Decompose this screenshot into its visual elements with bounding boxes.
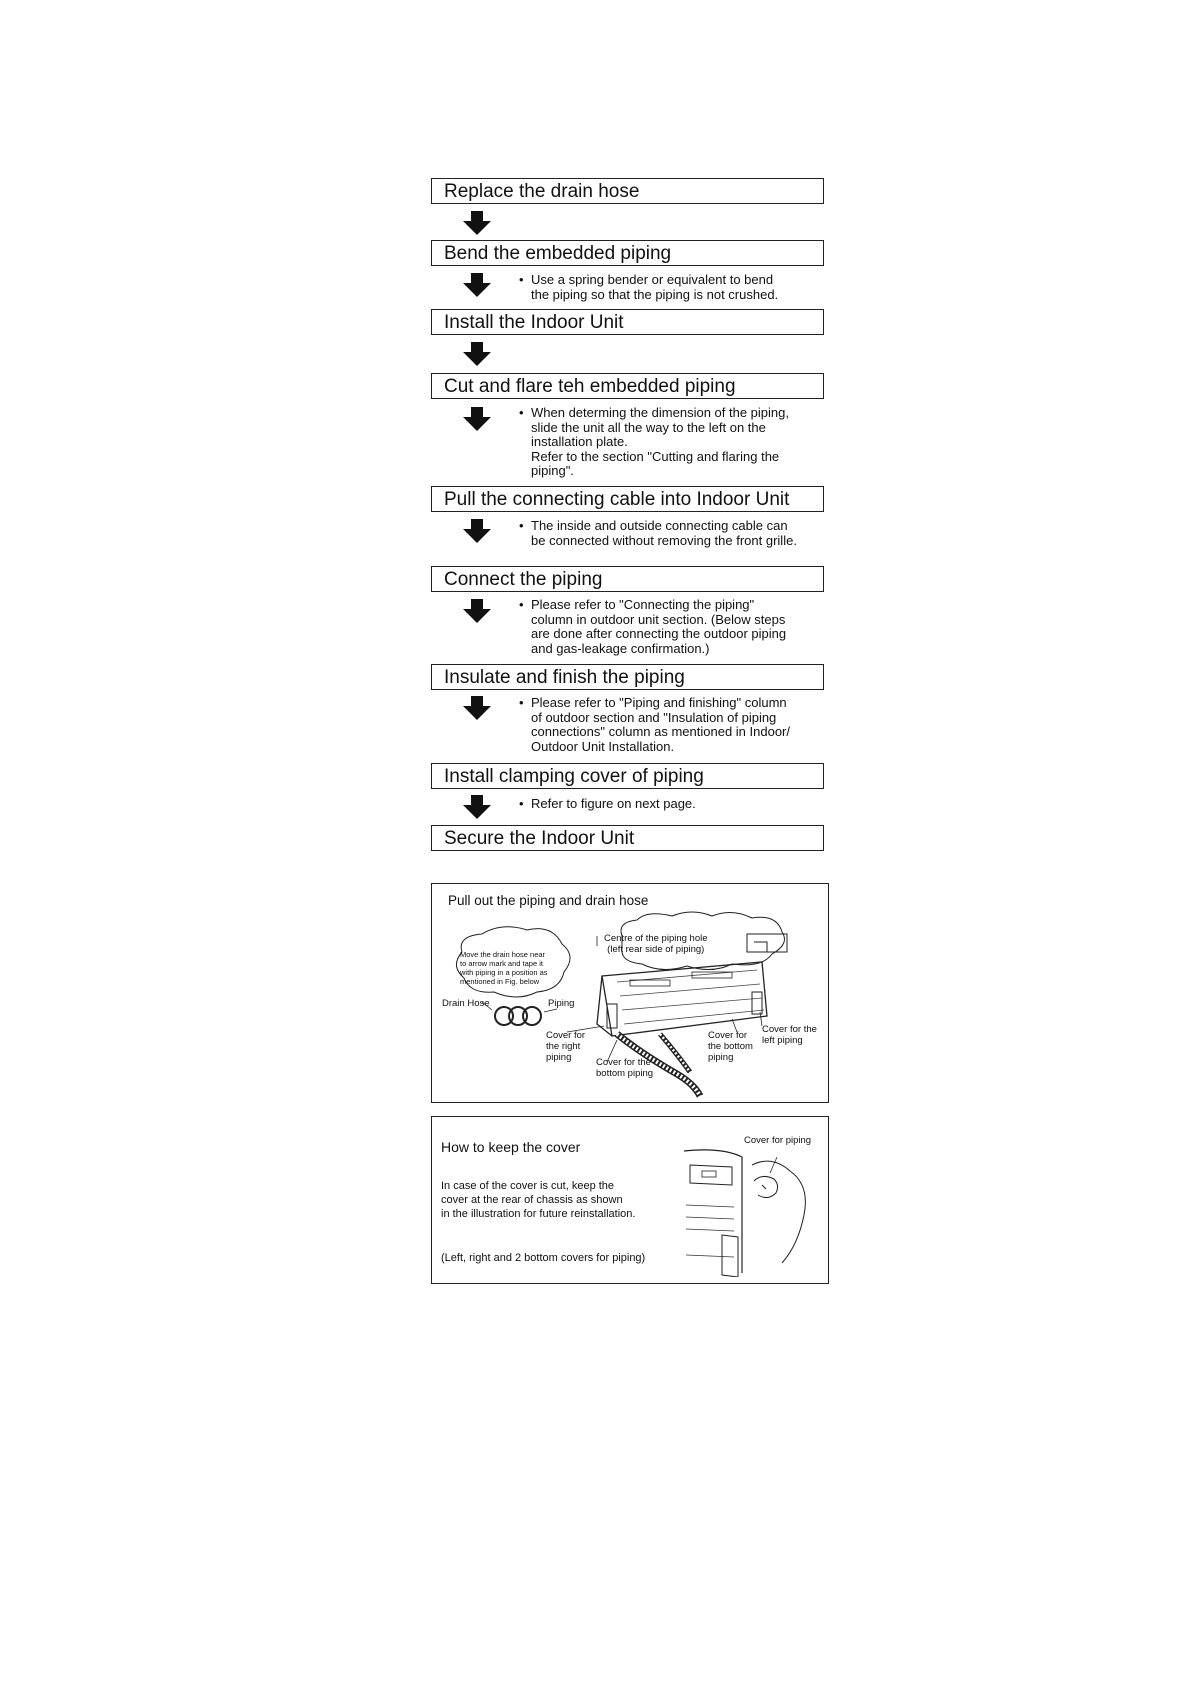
- step-box-4: [431, 373, 824, 399]
- figure-keep-cover: [431, 1116, 829, 1284]
- step-note: • Refer to figure on next page.: [519, 796, 696, 811]
- step-note: • When determing the dimension of the piping, slide the unit all the way to the left on the installation plate. Refer to the section "Cutting and flaring the piping".: [519, 405, 789, 478]
- step-title: Cut and flare teh embedded piping: [444, 376, 736, 397]
- step-box-6: [431, 566, 824, 592]
- step-note: • Please refer to "Piping and finishing" column of outdoor section and "Insulation of piping connections" column as mentioned in Indoor/ Outdoor Unit Installation.: [519, 695, 790, 754]
- step-title: Bend the embedded piping: [444, 243, 672, 264]
- figure-pull-out-piping: [431, 883, 829, 1103]
- bubble-text: Move the drain hose near to arrow mark and tape it with piping in a position as mentioned in Fig. below: [460, 950, 548, 986]
- step-title: Secure the Indoor Unit: [444, 828, 635, 849]
- down-arrow-icon: [463, 696, 491, 720]
- step-title: Insulate and finish the piping: [444, 667, 685, 688]
- step-title: Pull the connecting cable into Indoor Unit: [444, 489, 790, 510]
- down-arrow-icon: [463, 273, 491, 297]
- figure-body: In case of the cover is cut, keep the cover at the rear of chassis as shown in the illustration for future reinstallation.: [441, 1180, 636, 1220]
- step-box-8: [431, 763, 824, 789]
- down-arrow-icon: [463, 211, 491, 235]
- down-arrow-icon: [463, 407, 491, 431]
- cover-left-label: Cover for the left piping: [762, 1024, 817, 1046]
- down-arrow-icon: [463, 342, 491, 366]
- step-box-1: [431, 178, 824, 204]
- drain-hose-label: Drain Hose: [442, 998, 490, 1009]
- step-note: • Use a spring bender or equivalent to bend the piping so that the piping is not crushed.: [519, 272, 779, 302]
- centre-label: Centre of the piping hole (left rear side of piping): [604, 933, 708, 955]
- figure-title: How to keep the cover: [441, 1139, 581, 1155]
- cover-bottom-label-b: Cover for the bottom piping: [708, 1030, 753, 1063]
- figure-footnote: (Left, right and 2 bottom covers for piping): [441, 1252, 646, 1264]
- down-arrow-icon: [463, 599, 491, 623]
- figure-title: Pull out the piping and drain hose: [448, 893, 649, 908]
- down-arrow-icon: [463, 795, 491, 819]
- step-box-2: [431, 240, 824, 266]
- down-arrow-icon: [463, 519, 491, 543]
- chassis-illustration: [682, 1145, 822, 1277]
- cover-bottom-label-a: Cover for the bottom piping: [596, 1057, 654, 1079]
- step-box-5: [431, 486, 824, 512]
- step-note: • Please refer to "Connecting the piping" column in outdoor unit section. (Below steps are done after connecting the outdoor piping and gas-leakage confirmation.): [519, 597, 787, 656]
- step-note: • The inside and outside connecting cable can be connected without removing the front grille.: [519, 518, 797, 548]
- cover-for-piping-label: Cover for piping: [744, 1135, 812, 1146]
- step-box-9: [431, 825, 824, 851]
- step-box-7: [431, 664, 824, 690]
- step-box-3: [431, 309, 824, 335]
- step-title: Replace the drain hose: [444, 181, 640, 202]
- step-title: Install clamping cover of piping: [444, 766, 704, 787]
- step-title: Connect the piping: [444, 569, 603, 590]
- step-title: Install the Indoor Unit: [444, 312, 624, 333]
- cover-right-label: Cover for the right piping: [546, 1030, 586, 1063]
- piping-label: Piping: [548, 998, 575, 1009]
